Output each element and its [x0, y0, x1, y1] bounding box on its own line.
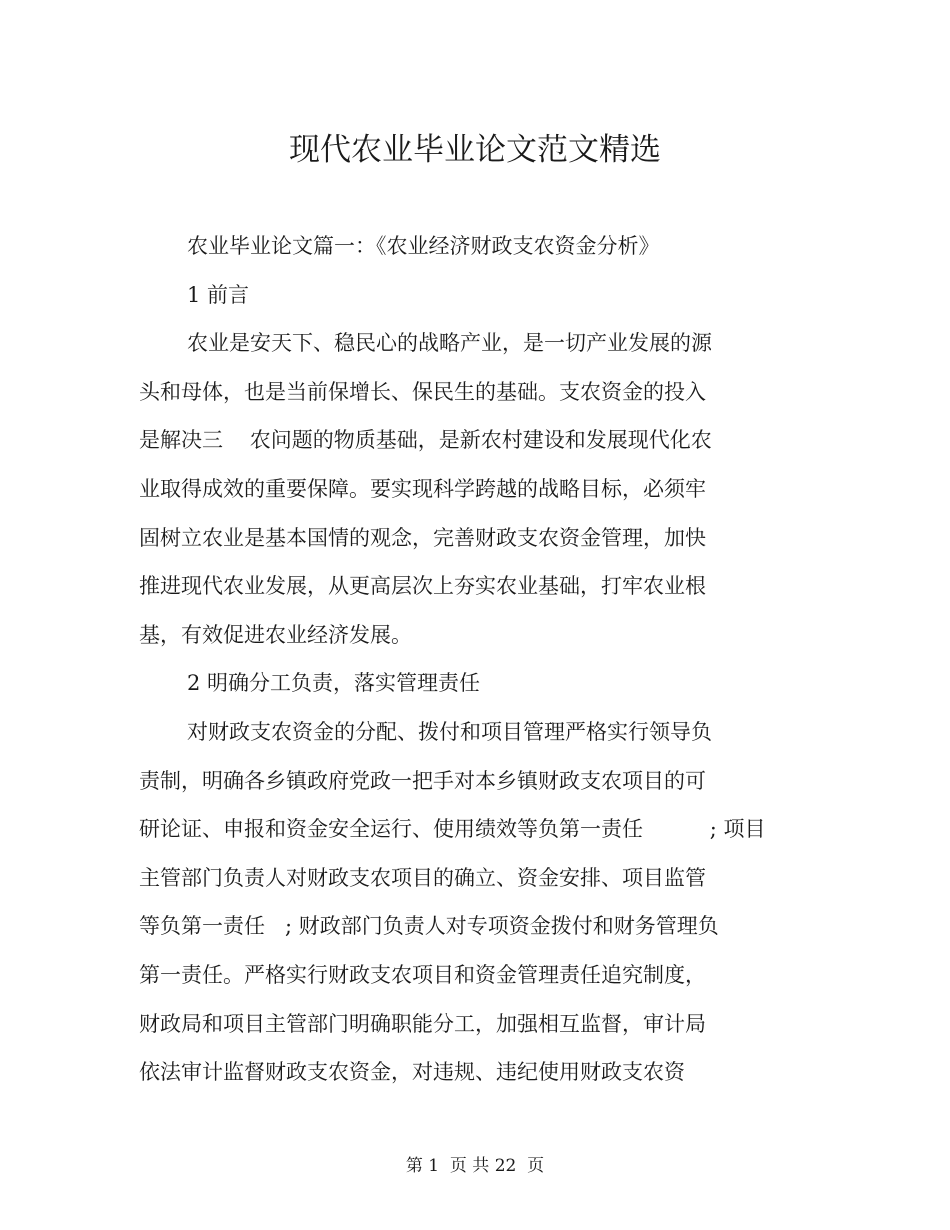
body-line: 等负第一责任 ; 财政部门负责人对专项资金拨付和财务管理负 [139, 914, 719, 939]
body-line: 基，有效促进农业经济发展。 [139, 622, 412, 647]
body-line: 责制，明确各乡镇政府党政一把手对本乡镇财政支农项目的可 [139, 768, 706, 793]
body-line: 2 明确分工负责，落实管理责任 [187, 671, 481, 696]
body-line: 农业毕业论文篇一：《农业经济财政支农资金分析》 [187, 234, 660, 258]
document-title: 现代农业毕业论文范文精选 [289, 132, 661, 168]
body-line: 1 前言 [187, 282, 250, 307]
body-line: 头和母体，也是当前保增长、保民生的基础。支农资金的投入 [139, 379, 706, 404]
body-line: 财政局和项目主管部门明确职能分工，加强相互监督，审计局 [139, 1011, 706, 1036]
body-line: 是解决三 农问题的物质基础，是新农村建设和发展现代化农 [139, 428, 712, 453]
body-line: 业取得成效的重要保障。要实现科学跨越的战略目标，必须牢 [139, 476, 706, 501]
document-body [139, 222, 809, 1097]
body-line: 对财政支农资金的分配、拨付和项目管理严格实行领导负 [187, 719, 712, 744]
body-line: 农业是安天下、稳民心的战略产业，是一切产业发展的源 [187, 331, 712, 356]
body-line: 依法审计监督财政支农资金，对违规、违纪使用财政支农资 [139, 1060, 685, 1085]
body-line: 固树立农业是基本国情的观念，完善财政支农资金管理，加快 [139, 525, 706, 550]
page-footer: 第 1 页 共 22 页 [405, 1156, 545, 1176]
body-line: 研论证、申报和资金安全运行、使用绩效等负第一责任 ; 项目 [139, 817, 766, 842]
body-line: 第一责任。严格实行财政支农项目和资金管理责任追究制度， [139, 962, 706, 987]
body-line: 推进现代农业发展，从更高层次上夯实农业基础，打牢农业根 [139, 574, 706, 599]
body-line: 主管部门负责人对财政支农项目的确立、资金安排、项目监管 [139, 865, 706, 890]
